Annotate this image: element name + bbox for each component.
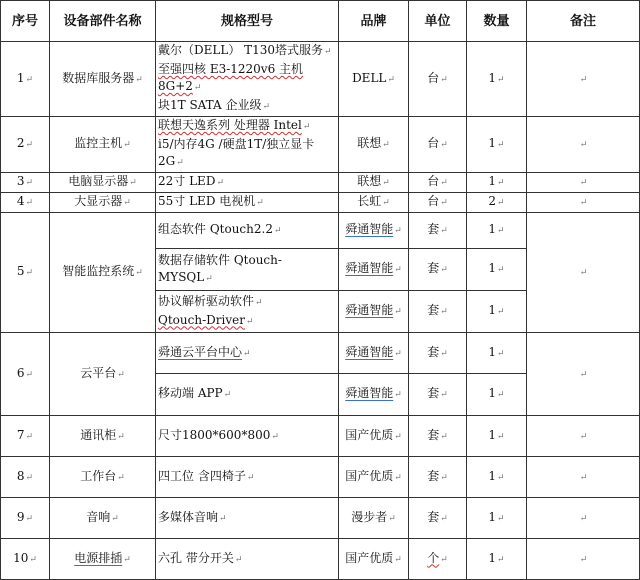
cell-name: 大显示器↵ bbox=[50, 193, 156, 213]
cell-remark: ↵ bbox=[527, 333, 640, 416]
cell-spec: 22寸 LED↵ bbox=[156, 173, 339, 193]
cell-unit: 套↵ bbox=[409, 291, 467, 333]
cell-remark: ↵ bbox=[527, 416, 640, 457]
cell-qty: 2↵ bbox=[467, 193, 527, 213]
header-brand: 品牌 bbox=[339, 1, 409, 42]
cell-spec: 戴尔（DELL） T130塔式服务↵ 至强四核 E3-1220v6 主机 8G+2↵ 块1T SATA 企业级↵ bbox=[156, 42, 339, 117]
header-unit: 单位 bbox=[409, 1, 467, 42]
cell-brand: 漫步者↵ bbox=[339, 498, 409, 539]
cell-unit: 套↵ bbox=[409, 213, 467, 249]
cell-name: 音响↵ bbox=[50, 498, 156, 539]
cell-name: 数据库服务器↵ bbox=[50, 42, 156, 117]
cell-brand: 舜通智能↵ bbox=[339, 333, 409, 374]
table-row bbox=[1, 213, 640, 249]
cell-unit: 套↵ bbox=[409, 249, 467, 291]
table-row bbox=[1, 333, 640, 374]
cell-qty: 1↵ bbox=[467, 333, 527, 374]
cell-brand: 国产优质↵ bbox=[339, 539, 409, 580]
cell-no: 8↵ bbox=[1, 457, 50, 498]
cell-name: 电源排插↵ bbox=[50, 539, 156, 580]
cell-remark: ↵ bbox=[527, 173, 640, 193]
cell-name: 通讯柜↵ bbox=[50, 416, 156, 457]
cell-name: 监控主机↵ bbox=[50, 117, 156, 173]
header-row bbox=[1, 1, 640, 42]
cell-remark: ↵ bbox=[527, 193, 640, 213]
table-row bbox=[1, 457, 640, 498]
cell-remark: ↵ bbox=[527, 498, 640, 539]
cell-brand: 联想↵ bbox=[339, 117, 409, 173]
cell-unit: 个↵ bbox=[409, 539, 467, 580]
cell-name: 智能监控系统↵ bbox=[50, 213, 156, 333]
cell-no: 5↵ bbox=[1, 213, 50, 333]
cell-qty: 1↵ bbox=[467, 416, 527, 457]
table-row bbox=[1, 498, 640, 539]
cell-qty: 1↵ bbox=[467, 249, 527, 291]
cell-name: 电脑显示器↵ bbox=[50, 173, 156, 193]
cell-no: 3↵ bbox=[1, 173, 50, 193]
table-row bbox=[1, 193, 640, 213]
cell-no: 10↵ bbox=[1, 539, 50, 580]
cell-spec: 组态软件 Qtouch2.2↵ bbox=[156, 213, 339, 249]
cell-remark: ↵ bbox=[527, 213, 640, 333]
cell-unit: 台↵ bbox=[409, 173, 467, 193]
cell-spec: 舜通云平台中心↵ bbox=[156, 333, 339, 374]
cell-no: 2↵ bbox=[1, 117, 50, 173]
cell-spec: 多媒体音响↵ bbox=[156, 498, 339, 539]
cell-remark: ↵ bbox=[527, 457, 640, 498]
cell-brand: 舜通智能↵ bbox=[339, 249, 409, 291]
cell-brand: DELL↵ bbox=[339, 42, 409, 117]
header-name: 设备部件名称 bbox=[50, 1, 156, 42]
table-row bbox=[1, 173, 640, 193]
cell-spec: 数据存储软件 Qtouch-MYSQL↵ bbox=[156, 249, 339, 291]
cell-brand: 国产优质↵ bbox=[339, 457, 409, 498]
header-remark: 备注 bbox=[527, 1, 640, 42]
cell-qty: 1↵ bbox=[467, 173, 527, 193]
cell-brand: 舜通智能↵ bbox=[339, 213, 409, 249]
cell-unit: 套↵ bbox=[409, 374, 467, 416]
cell-unit: 台↵ bbox=[409, 193, 467, 213]
cell-spec: 移动端 APP↵ bbox=[156, 374, 339, 416]
header-spec: 规格型号 bbox=[156, 1, 339, 42]
cell-qty: 1↵ bbox=[467, 117, 527, 173]
table-row bbox=[1, 539, 640, 580]
cell-unit: 套↵ bbox=[409, 333, 467, 374]
cell-remark: ↵ bbox=[527, 42, 640, 117]
cell-remark: ↵ bbox=[527, 539, 640, 580]
cell-unit: 台↵ bbox=[409, 117, 467, 173]
cell-no: 1↵ bbox=[1, 42, 50, 117]
cell-spec: 六孔 带分开关↵ bbox=[156, 539, 339, 580]
cell-name: 云平台↵ bbox=[50, 333, 156, 416]
cell-qty: 1↵ bbox=[467, 498, 527, 539]
cell-no: 7↵ bbox=[1, 416, 50, 457]
header-no: 序号 bbox=[1, 1, 50, 42]
cell-brand: 联想↵ bbox=[339, 173, 409, 193]
cell-no: 6↵ bbox=[1, 333, 50, 416]
cell-brand: 舜通智能↵ bbox=[339, 291, 409, 333]
cell-unit: 套↵ bbox=[409, 457, 467, 498]
cell-qty: 1↵ bbox=[467, 213, 527, 249]
cell-brand: 国产优质↵ bbox=[339, 416, 409, 457]
cell-brand: 长虹↵ bbox=[339, 193, 409, 213]
cell-no: 4↵ bbox=[1, 193, 50, 213]
cell-no: 9↵ bbox=[1, 498, 50, 539]
cell-qty: 1↵ bbox=[467, 457, 527, 498]
cell-spec: 四工位 含四椅子↵ bbox=[156, 457, 339, 498]
cell-spec: 协议解析驱动软件↵ Qtouch-Driver↵ bbox=[156, 291, 339, 333]
cell-qty: 1↵ bbox=[467, 291, 527, 333]
table-row bbox=[1, 416, 640, 457]
cell-qty: 1↵ bbox=[467, 374, 527, 416]
header-qty: 数量 bbox=[467, 1, 527, 42]
cell-unit: 套↵ bbox=[409, 498, 467, 539]
cell-brand: 舜通智能↵ bbox=[339, 374, 409, 416]
cell-spec: 尺寸1800*600*800↵ bbox=[156, 416, 339, 457]
cell-unit: 台↵ bbox=[409, 42, 467, 117]
cell-unit: 套↵ bbox=[409, 416, 467, 457]
cell-qty: 1↵ bbox=[467, 539, 527, 580]
cell-spec: 联想天逸系列 处理器 Intel↵ i5/内存4G /硬盘1T/独立显卡2G↵ bbox=[156, 117, 339, 173]
cell-spec: 55寸 LED 电视机↵ bbox=[156, 193, 339, 213]
table-row bbox=[1, 117, 640, 173]
table-row bbox=[1, 42, 640, 117]
cell-name: 工作台↵ bbox=[50, 457, 156, 498]
cell-qty: 1↵ bbox=[467, 42, 527, 117]
cell-remark: ↵ bbox=[527, 117, 640, 173]
